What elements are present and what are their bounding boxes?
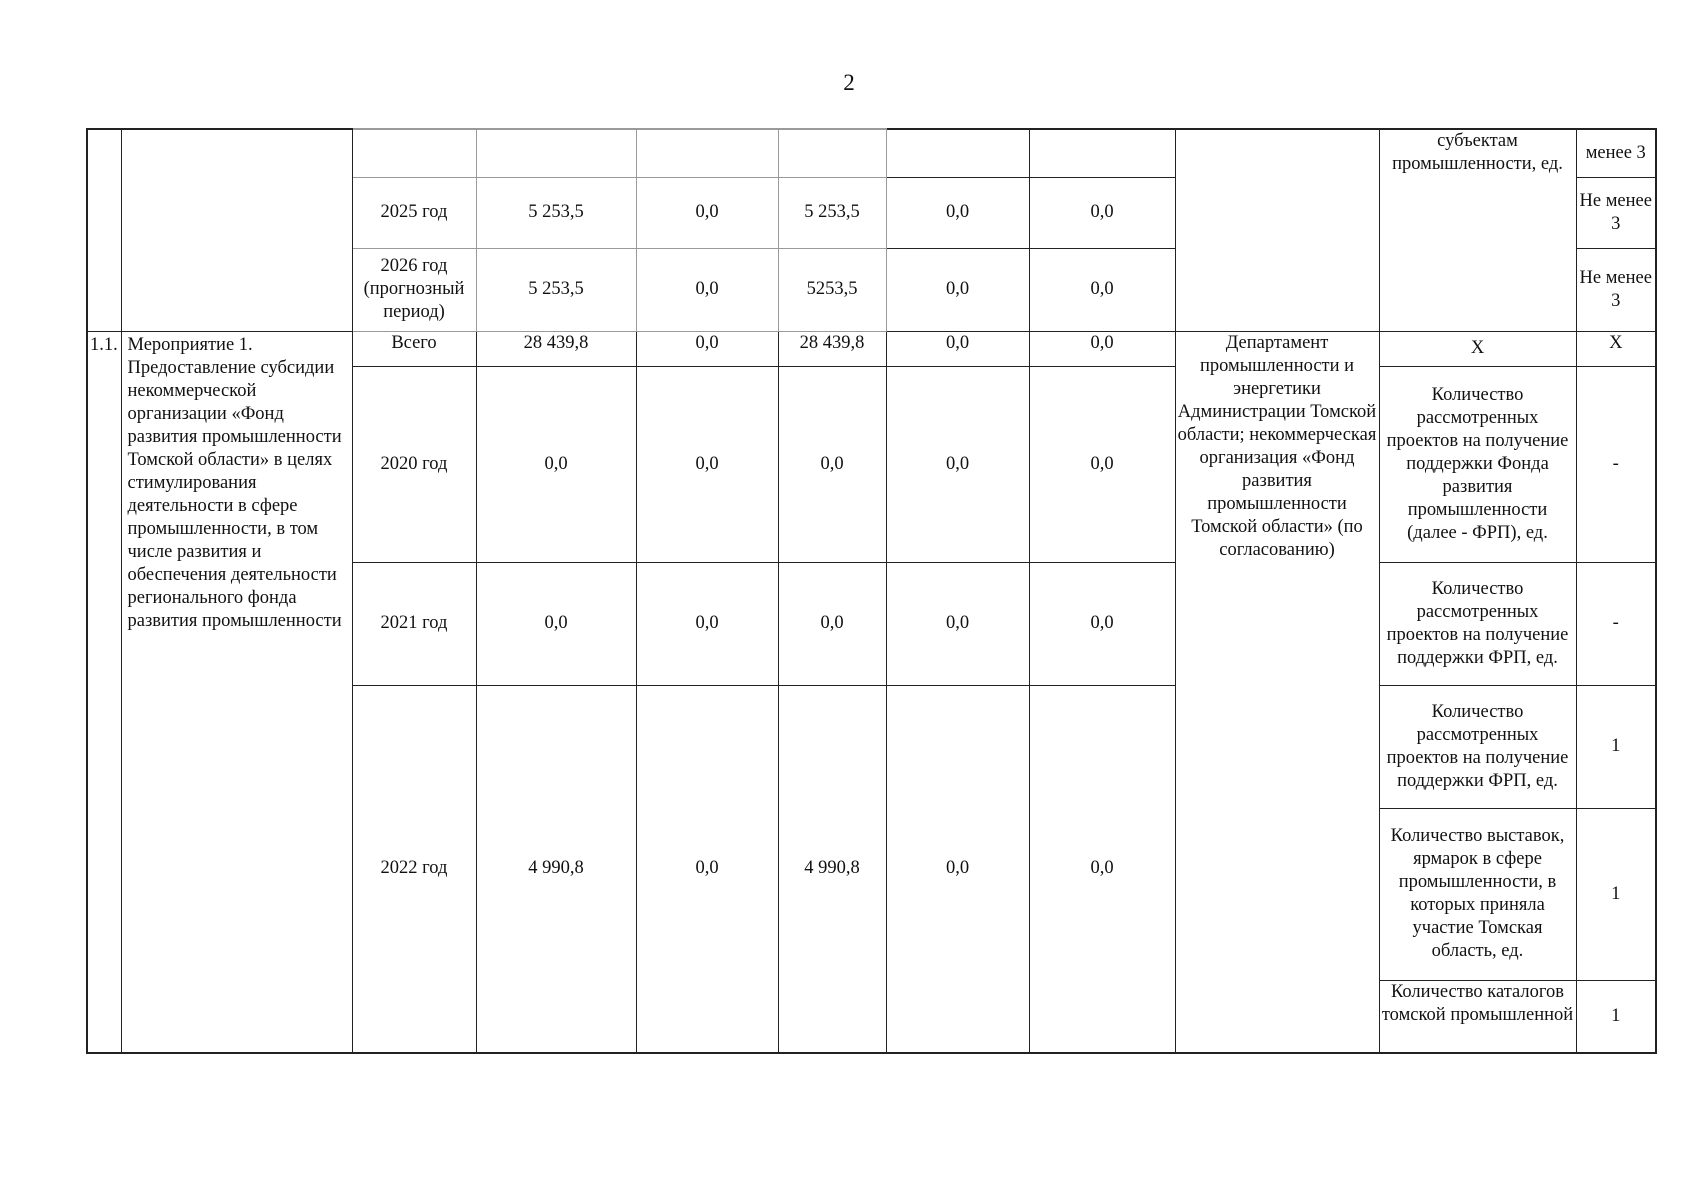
target-value: Не менее 3 xyxy=(1576,248,1656,331)
regional-value: 5253,5 xyxy=(778,248,886,331)
target-value: 1 xyxy=(1576,685,1656,808)
federal-value: 0,0 xyxy=(636,331,778,366)
indicator-cell: Количество рассмотренных проектов на получение поддержки ФРП, ед. xyxy=(1379,685,1576,808)
regional-value: 28 439,8 xyxy=(778,331,886,366)
indicator-cell: Количество каталогов томской промышленной xyxy=(1379,980,1576,1053)
local-value: 0,0 xyxy=(886,177,1029,248)
indicator-cell: Количество рассмотренных проектов на получение поддержки Фонда развития промышленности (далее - ФРП), ед. xyxy=(1379,366,1576,562)
extra-value: 0,0 xyxy=(1029,177,1175,248)
extra-value: 0,0 xyxy=(1029,685,1175,1053)
federal-value: 0,0 xyxy=(636,177,778,248)
total-value: 5 253,5 xyxy=(476,177,636,248)
year-label: 2021 год xyxy=(352,562,476,685)
regional-value: 4 990,8 xyxy=(778,685,886,1053)
prev-empty-cell xyxy=(886,129,1029,177)
regional-value: 0,0 xyxy=(778,562,886,685)
year-label: 2022 год xyxy=(352,685,476,1053)
local-value: 0,0 xyxy=(886,248,1029,331)
year-label: 2020 год xyxy=(352,366,476,562)
target-value: - xyxy=(1576,562,1656,685)
prev-target-cell: менее 3 xyxy=(1576,129,1656,177)
target-value: - xyxy=(1576,366,1656,562)
target-value: 1 xyxy=(1576,980,1656,1053)
executor-cell: Департамент промышленности и энергетики Администрации Томской области; некоммерческая организация «Фонд развития промышленности Томской области» (по согласованию) xyxy=(1175,331,1379,1053)
measure-description: Мероприятие 1. Предоставление субсидии некоммерческой организации «Фонд развития промышленности Томской области» в целях стимулирования деятельности в сфере промышленности, в том числе развития и обеспечения деятельности регионального фонда развития промышленности xyxy=(121,331,352,1053)
local-value: 0,0 xyxy=(886,366,1029,562)
total-value: 0,0 xyxy=(476,562,636,685)
local-value: 0,0 xyxy=(886,331,1029,366)
prev-description-cell xyxy=(121,129,352,331)
extra-value: 0,0 xyxy=(1029,331,1175,366)
target-value: X xyxy=(1576,331,1656,366)
year-label: 2025 год xyxy=(352,177,476,248)
prev-empty-cell xyxy=(636,129,778,177)
indicator-cell: X xyxy=(1379,331,1576,366)
local-value: 0,0 xyxy=(886,562,1029,685)
extra-value: 0,0 xyxy=(1029,366,1175,562)
target-value: Не менее 3 xyxy=(1576,177,1656,248)
prev-empty-cell xyxy=(352,129,476,177)
federal-value: 0,0 xyxy=(636,366,778,562)
prev-number-cell xyxy=(87,129,121,331)
total-value: 4 990,8 xyxy=(476,685,636,1053)
prev-empty-cell xyxy=(778,129,886,177)
measure-number: 1.1. xyxy=(87,331,121,1053)
regional-value: 0,0 xyxy=(778,366,886,562)
extra-value: 0,0 xyxy=(1029,562,1175,685)
total-value: 5 253,5 xyxy=(476,248,636,331)
year-label: Всего xyxy=(352,331,476,366)
year-label: 2026 год (прогнозный период) xyxy=(352,248,476,331)
total-value: 0,0 xyxy=(476,366,636,562)
prev-executor-cell xyxy=(1175,129,1379,331)
indicator-cell: Количество выставок, ярмарок в сфере промышленности, в которых приняла участие Томская область, ед. xyxy=(1379,808,1576,980)
federal-value: 0,0 xyxy=(636,562,778,685)
indicator-cell: Количество рассмотренных проектов на получение поддержки ФРП, ед. xyxy=(1379,562,1576,685)
federal-value: 0,0 xyxy=(636,248,778,331)
total-value: 28 439,8 xyxy=(476,331,636,366)
program-table xyxy=(86,128,1657,1054)
target-value: 1 xyxy=(1576,808,1656,980)
prev-empty-cell xyxy=(476,129,636,177)
extra-value: 0,0 xyxy=(1029,248,1175,331)
regional-value: 5 253,5 xyxy=(778,177,886,248)
federal-value: 0,0 xyxy=(636,685,778,1053)
prev-empty-cell xyxy=(1029,129,1175,177)
local-value: 0,0 xyxy=(886,685,1029,1053)
prev-indicator-cell: субъектам промышленности, ед. xyxy=(1379,129,1576,331)
page-number: 2 xyxy=(843,70,855,95)
